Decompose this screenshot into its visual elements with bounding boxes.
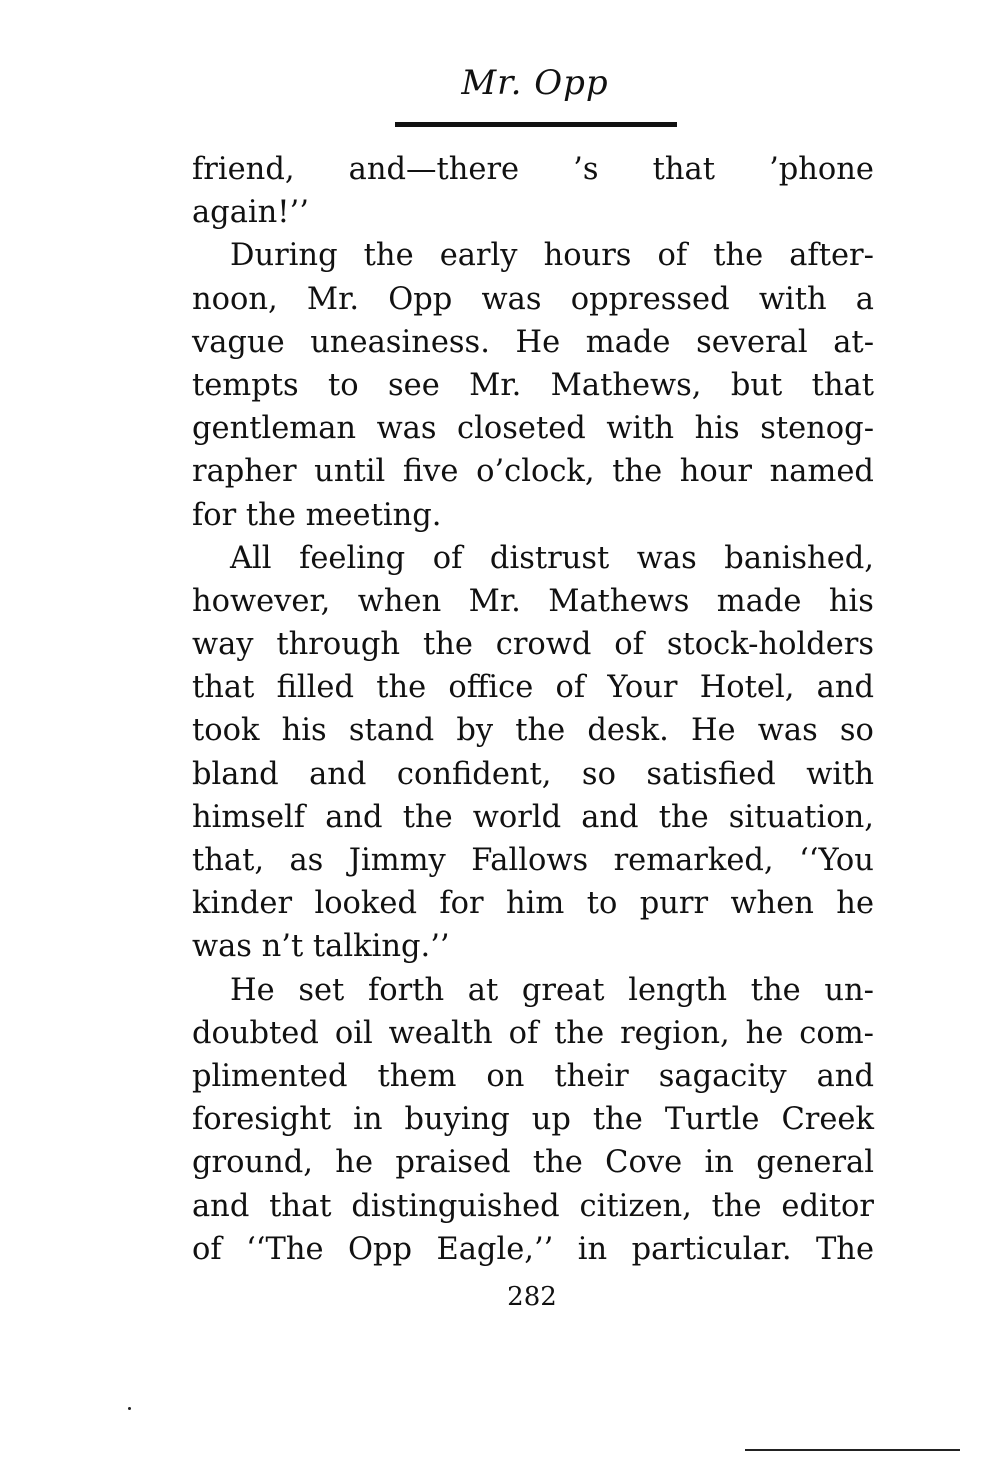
line-word: Turtle	[664, 1102, 760, 1138]
line-word: During	[230, 238, 338, 274]
text-line	[192, 407, 874, 450]
line-word: at-	[833, 324, 874, 360]
line-word: distinguished	[351, 1188, 560, 1224]
line-word: doubted	[192, 1015, 319, 1051]
line-word: Mathews	[548, 583, 690, 619]
line-word: Your	[607, 670, 678, 706]
line-word: and	[816, 1058, 874, 1094]
scan-artifact-dot	[128, 1407, 131, 1410]
line-word: The	[815, 1231, 874, 1267]
line-word: made	[585, 324, 671, 360]
line-word: Opp	[347, 1231, 413, 1267]
line-word: purr	[639, 886, 709, 922]
line-word: great	[521, 972, 605, 1008]
line-word: see	[388, 367, 440, 403]
line-word: set	[298, 972, 345, 1008]
line-word: for	[439, 886, 484, 922]
text-line	[192, 623, 874, 666]
line-word: crowd	[495, 627, 592, 663]
line-word: was	[376, 411, 437, 447]
line-word: plimented	[192, 1058, 348, 1094]
line-word: confident,	[396, 756, 552, 792]
line-word: the	[612, 454, 663, 490]
line-word: hour	[679, 454, 752, 490]
line-word: Eagle,’’	[436, 1231, 554, 1267]
line-word: ground,	[192, 1145, 313, 1181]
text-line	[192, 1055, 874, 1098]
text-line	[192, 450, 874, 493]
line-word: buying	[404, 1102, 510, 1138]
line-word: however,	[192, 583, 331, 619]
line-word: and—there	[348, 152, 520, 187]
line-word: noon,	[192, 281, 278, 317]
line-word: so	[839, 713, 874, 749]
line-word: but	[730, 367, 783, 403]
line-word: general	[756, 1145, 874, 1181]
line-word: He	[515, 324, 561, 360]
line-word: in	[353, 1102, 383, 1138]
line-word: of	[508, 1015, 539, 1051]
text-line	[192, 364, 874, 407]
line-word: He	[690, 713, 736, 749]
line-word: up	[531, 1102, 571, 1138]
line-word: the	[592, 1102, 643, 1138]
line-word: the	[402, 799, 453, 835]
line-word: wealth	[388, 1015, 493, 1051]
line-word: by	[456, 713, 494, 749]
line-word: sagacity	[658, 1058, 787, 1094]
line-word: bland	[192, 756, 279, 792]
line-word: Mr.	[306, 281, 360, 317]
line-word: office	[448, 670, 534, 706]
line-word: and	[581, 799, 639, 835]
line-word: Opp	[388, 281, 453, 317]
line-word: of	[657, 238, 688, 274]
line-word: in	[704, 1145, 734, 1181]
line-word: his	[828, 583, 874, 619]
line-word: that	[192, 670, 255, 706]
text-line	[192, 234, 874, 277]
line-word: when	[357, 583, 442, 619]
line-word: the	[363, 238, 414, 274]
line-word: his	[694, 411, 740, 447]
line-word: that	[811, 367, 874, 403]
header-rule	[395, 122, 677, 127]
line-word: stand	[348, 713, 435, 749]
line-word: that,	[192, 843, 265, 878]
line-word: in	[577, 1231, 608, 1267]
line-word: until	[314, 454, 386, 490]
text-line	[192, 1185, 874, 1228]
line-word: and	[816, 670, 874, 706]
line-word: forth	[367, 972, 445, 1008]
line-word: oil	[334, 1015, 373, 1051]
line-word: made	[716, 583, 802, 619]
line-word: vague	[192, 324, 285, 360]
line-word: filled	[276, 670, 354, 706]
line-word: Hotel,	[699, 670, 795, 706]
line-word: Cove	[605, 1145, 683, 1181]
page-number: 282	[507, 1282, 557, 1312]
text-line	[192, 839, 874, 882]
line-word: distrust	[489, 540, 610, 576]
running-title: Mr. Opp	[461, 63, 609, 103]
line-word: Jimmy	[348, 843, 446, 878]
line-word: that	[652, 152, 715, 187]
line-word: was	[757, 713, 818, 749]
text-line	[192, 709, 874, 752]
line-word: the	[422, 627, 473, 663]
text-line: was n’t talking.’’	[192, 929, 450, 965]
text-line	[192, 969, 874, 1012]
text-line	[192, 580, 874, 623]
text-line	[192, 882, 874, 925]
line-word: looked	[314, 886, 417, 922]
line-word: uneasiness.	[310, 324, 490, 360]
line-word: five	[402, 454, 459, 490]
line-word: com-	[799, 1015, 874, 1051]
line-word: to	[586, 886, 618, 922]
line-word: and	[309, 756, 367, 792]
text-line	[192, 278, 874, 321]
line-word: editor	[781, 1188, 874, 1224]
line-word: the	[713, 238, 764, 274]
line-word: Creek	[781, 1102, 874, 1138]
text-line	[192, 148, 874, 191]
line-word: and	[325, 799, 383, 835]
line-word: banished,	[724, 540, 874, 576]
line-word: foresight	[192, 1102, 332, 1138]
line-word: friend,	[192, 152, 295, 187]
line-word: them	[377, 1058, 457, 1094]
line-word: way	[192, 627, 254, 663]
line-word: Mr.	[469, 367, 522, 403]
text-line	[192, 796, 874, 839]
line-word: hours	[543, 238, 632, 274]
line-word: their	[554, 1058, 629, 1094]
line-word: was	[636, 540, 697, 576]
scan-artifact-rule	[745, 1449, 960, 1451]
line-word: o’clock,	[476, 454, 595, 490]
line-word: named	[769, 454, 874, 490]
line-word: of	[555, 670, 586, 706]
line-word: stenog-	[760, 411, 874, 447]
line-word: particular.	[631, 1231, 792, 1267]
line-word: ’phone	[769, 152, 874, 187]
line-word: situation,	[728, 799, 874, 835]
line-word: after-	[789, 238, 874, 274]
text-line	[192, 1141, 874, 1184]
line-word: gentleman	[192, 411, 357, 447]
line-word: ’s	[573, 152, 599, 187]
line-word: Mathews,	[550, 367, 702, 403]
text-line	[192, 666, 874, 709]
line-word: that	[269, 1188, 332, 1224]
line-word: satisfied	[646, 756, 776, 792]
line-word: and	[192, 1188, 250, 1224]
line-word: the	[750, 972, 801, 1008]
line-word: with	[758, 281, 827, 317]
line-word: feeling	[299, 540, 406, 576]
line-word: rapher	[192, 454, 297, 490]
line-word: Fallows	[471, 843, 589, 878]
text-line: again!’’	[192, 195, 309, 231]
text-line	[192, 1098, 874, 1141]
body-text	[192, 148, 874, 1271]
line-word: un-	[824, 972, 874, 1008]
line-word: kinder	[192, 886, 293, 922]
line-word: he	[745, 1015, 784, 1051]
line-word: Mr.	[468, 583, 521, 619]
line-word: several	[696, 324, 808, 360]
line-word: oppressed	[570, 281, 730, 317]
line-word: remarked,	[613, 843, 774, 878]
line-word: with	[606, 411, 675, 447]
line-word: the	[711, 1188, 762, 1224]
line-word: was	[481, 281, 542, 317]
line-word: closeted	[457, 411, 586, 447]
line-word: of	[192, 1231, 222, 1267]
text-line	[192, 1012, 874, 1055]
line-word: he	[335, 1145, 373, 1181]
line-word: his	[281, 713, 327, 749]
line-word: the	[658, 799, 709, 835]
line-word: desk.	[587, 713, 669, 749]
line-word: length	[628, 972, 728, 1008]
line-word: at	[467, 972, 499, 1008]
line-word: on	[486, 1058, 525, 1094]
line-word: to	[328, 367, 359, 403]
line-word: with	[806, 756, 874, 792]
line-word: he	[836, 886, 874, 922]
line-word: himself	[192, 799, 306, 835]
text-line	[192, 753, 874, 796]
line-word: praised	[395, 1145, 511, 1181]
line-word: of	[432, 540, 463, 576]
line-word: early	[439, 238, 518, 274]
text-line	[192, 1228, 874, 1271]
line-word: him	[506, 886, 565, 922]
line-word: the	[376, 670, 427, 706]
line-word: when	[730, 886, 814, 922]
line-word: through	[276, 627, 401, 663]
line-word: so	[581, 756, 616, 792]
line-word: tempts	[192, 367, 299, 403]
text-line: for the meeting.	[192, 497, 442, 533]
line-word: took	[192, 713, 260, 749]
line-word: All	[230, 540, 272, 576]
line-word: world	[472, 799, 562, 835]
line-word: ‘‘You	[799, 843, 874, 878]
line-word: the	[532, 1145, 583, 1181]
text-line	[192, 537, 874, 580]
line-word: stock-holders	[666, 627, 874, 663]
line-word: of	[614, 627, 644, 663]
line-word: the	[515, 713, 566, 749]
line-word: the	[554, 1015, 605, 1051]
line-word: as	[289, 843, 324, 878]
line-word: region,	[620, 1015, 730, 1051]
line-word: citizen,	[579, 1188, 692, 1224]
line-word: a	[855, 281, 874, 317]
line-word: He	[230, 972, 275, 1008]
line-word: ‘‘The	[246, 1231, 324, 1267]
text-line	[192, 321, 874, 364]
